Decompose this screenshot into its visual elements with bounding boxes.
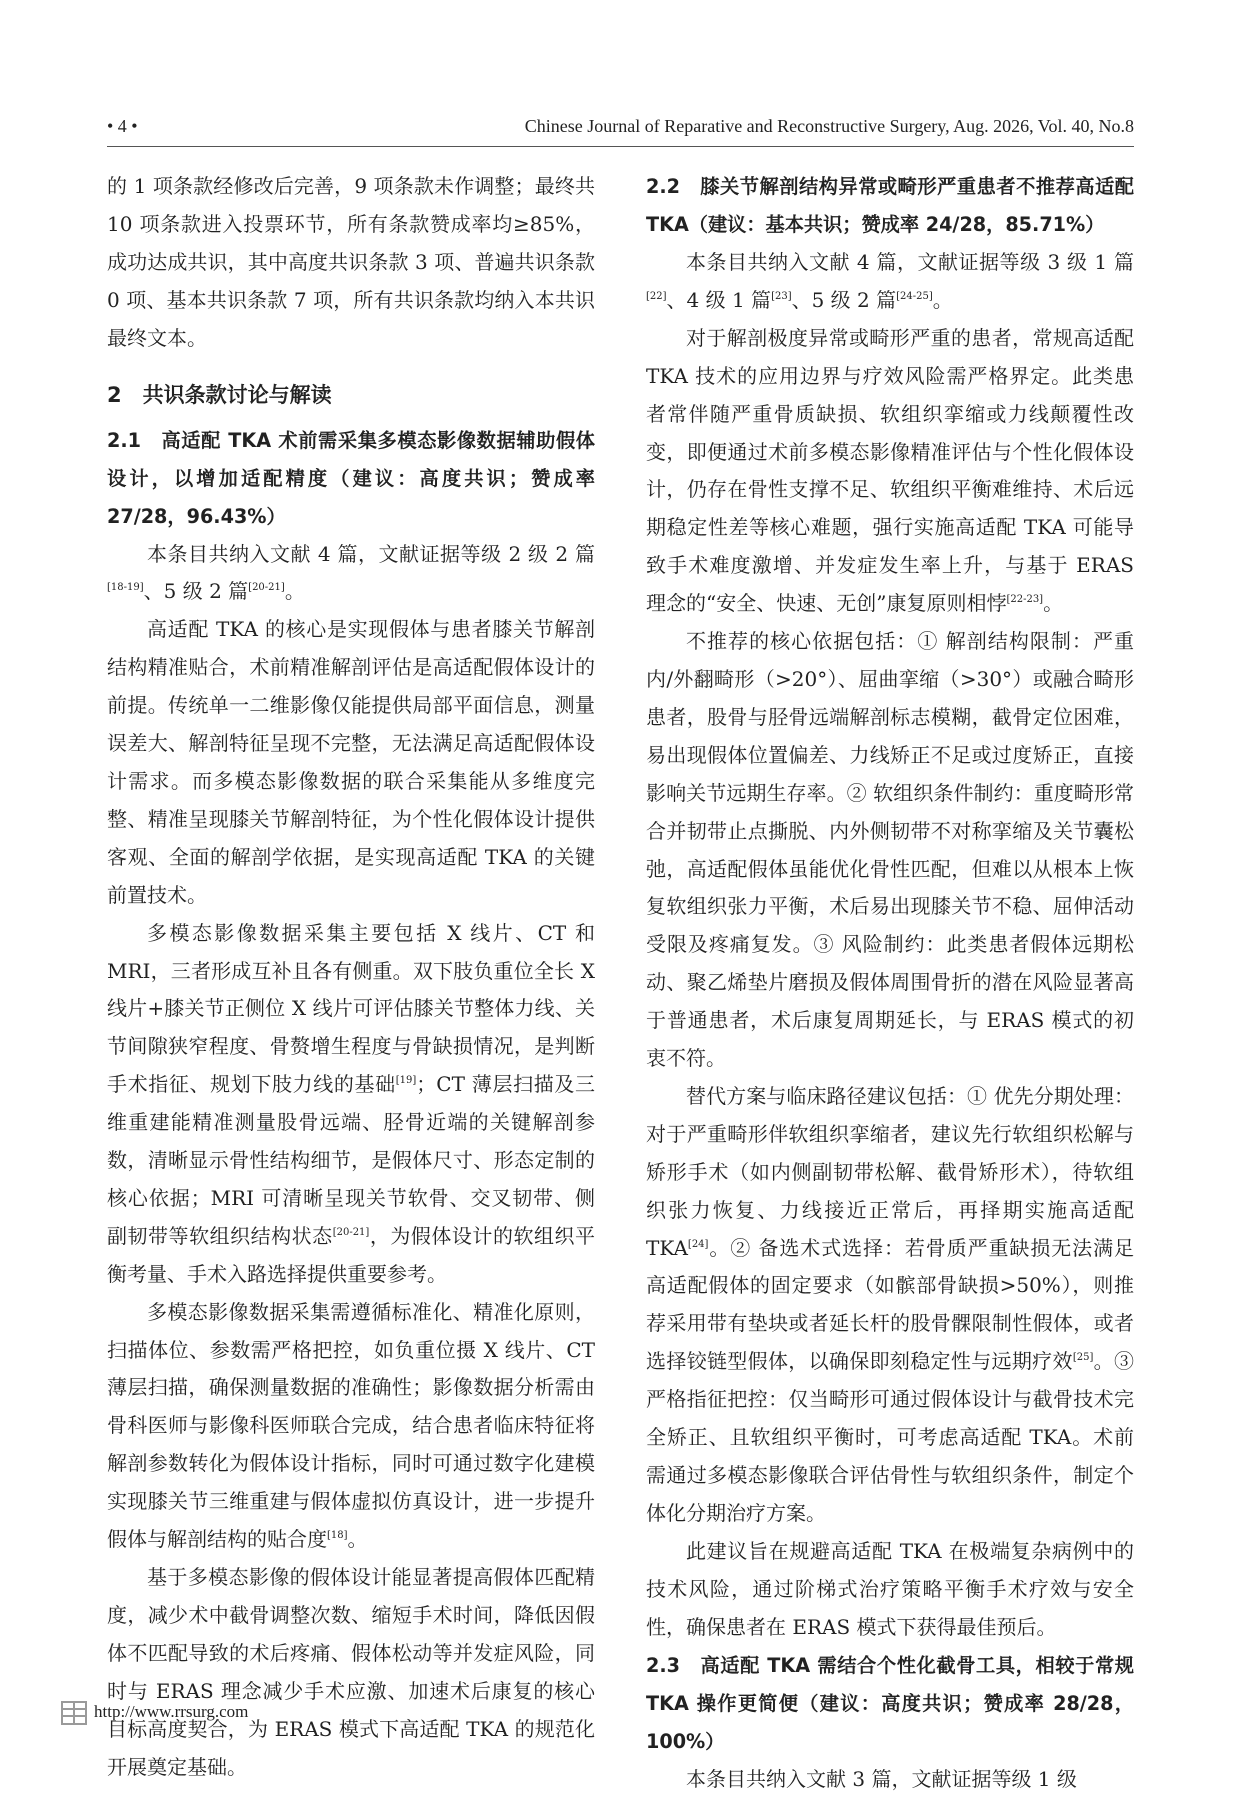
journal-citation: Chinese Journal of Reparative and Reconstructive Surgery, Aug. 2026, Vol. 40, No.8 xyxy=(524,116,1134,136)
text-run: ；CT 薄层扫描及三维重建能精准测量股骨远端、胫骨近端的关键解剖参数，清晰显示骨性结构细节，是假体尺寸、形态定制的核心依据；MRI 可清晰呈现关节软骨、交叉韧带、侧副韧带等软组织结构状态 xyxy=(107,1072,596,1248)
citation: [22-23] xyxy=(1006,594,1044,606)
text-run: 本条目共纳入文献 4 篇，文献证据等级 3 级 1 篇 xyxy=(686,250,1134,274)
citation: [23] xyxy=(771,290,792,302)
citation: [19] xyxy=(395,1075,417,1087)
paragraph xyxy=(646,244,1134,320)
citation: [18] xyxy=(327,1530,348,1542)
citation: [20-21] xyxy=(248,582,285,594)
right-column xyxy=(646,168,1134,1798)
text-run: 。 xyxy=(932,287,953,312)
text-run: 。② 备选术式选择：若骨质严重缺损无法满足高适配假体的固定要求（如髌部骨缺损>50%），则推荐采用带有垫块或者延长杆的股骨髁限制性假体，或者选择铰链型假体，以确保即刻稳定性与远期疗效 xyxy=(646,1235,1134,1374)
citation: [20-21] xyxy=(332,1226,370,1238)
paragraph xyxy=(107,536,595,612)
subsection-heading: 2.1 高适配 TKA 术前需采集多模态影像数据辅助假体设计，以增加适配精度（建议：高度共识；赞成率 27/28，96.43%） xyxy=(107,428,595,528)
paragraph: 本条目共纳入文献 3 篇，文献证据等级 1 级 xyxy=(686,1766,1077,1791)
subsection-heading: 2.2 膝关节解剖结构异常或畸形严重患者不推荐高适配 TKA（建议：基本共识；赞成率 24/28，85.71%） xyxy=(646,175,1134,236)
left-column xyxy=(107,168,595,1786)
text-run: 多模态影像数据采集需遵循标准化、精准化原则，扫描体位、参数需严格把控，如负重位摄 X 线片、CT 薄层扫描，确保测量数据的准确性；影像数据分析需由骨科医师与影像科医师联合完成，结合患者临床特征将解剖参数转化为假体设计指标，同时可通过数字化建模实现膝关节三维重建与假体虚拟仿真设计，进一步提升假体与解剖结构的贴合度 xyxy=(107,1299,595,1552)
paragraph xyxy=(646,1078,1134,1533)
running-header xyxy=(107,116,1134,146)
citation: [24] xyxy=(687,1238,709,1250)
text-run: 本条目共纳入文献 4 篇，文献证据等级 2 级 2 篇 xyxy=(147,541,595,566)
paragraph: 高适配 TKA 的核心是实现假体与患者膝关节解剖结构精准贴合，术前精准解剖评估是高适配假体设计的前提。传统单一二维影像仅能提供局部平面信息，测量误差大、解剖特征呈现不完整，无法满足高适配假体设计需求。而多模态影像数据的联合采集能从多维度完整、精准呈现膝关节解剖特征，为个性化假体设计提供客观、全面的解剖学依据，是实现高适配 TKA 的关键前置技术。 xyxy=(107,617,595,907)
text-run: 。 xyxy=(284,579,305,604)
text-run: 对于解剖极度异常或畸形严重的患者，常规高适配 TKA 技术的应用边界与疗效风险需严格界定。此类患者常伴随严重骨质缺损、软组织挛缩或力线颠覆性改变，即便通过术前多模态影像精准评估与个性化假体设计，仍存在骨性支撑不足、软组织平衡难维持、术后远期稳定性差等核心难题，强行实施高适配 TKA 可能导致手术难度激增、并发症发生率上升，与基于 ERAS 理念的“安全、快速、无创”康复原则相悖 xyxy=(646,325,1134,616)
journal-url-link[interactable]: http://www.rrsurg.com xyxy=(94,1702,249,1721)
section-heading: 2 共识条款讨论与解读 xyxy=(107,382,332,407)
text-run: 。 xyxy=(347,1527,368,1552)
text-run: 。③ 严格指征把控：仅当畸形可通过假体设计与截骨技术完全矫正、且软组织平衡时，可考虑高适配 TKA。术前需通过多模态影像联合评估骨性与软组织条件，制定个体化分期治疗方案。 xyxy=(646,1349,1135,1525)
citation: [24-25] xyxy=(896,290,933,302)
journal-logo-icon xyxy=(60,1700,88,1726)
paragraph: 不推荐的核心依据包括：① 解剖结构限制：严重内/外翻畸形（>20°）、屈曲挛缩（>30°）或融合畸形患者，股骨与胫骨远端解剖标志模糊，截骨定位困难，易出现假体位置偏差、力线矫正不足或过度矫正，直接影响关节远期生存率。② 软组织条件制约：重度畸形常合并韧带止点撕脱、内外侧韧带不对称挛缩及关节囊松弛，高适配假体虽能优化骨性匹配，但难以从根本上恢复软组织张力平衡，术后易出现膝关节不稳、屈伸活动受限及疼痛复发。③ 风险制约：此类患者假体远期松动、聚乙烯垫片磨损及假体周围骨折的潜在风险显著高于普通患者，术后康复周期延长，与 ERAS 模式的初衷不符。 xyxy=(646,629,1134,1071)
text-run: 、5 级 2 篇 xyxy=(143,579,249,604)
text-run: 、5 级 2 篇 xyxy=(791,287,897,312)
text-run: 。 xyxy=(1043,591,1064,616)
paragraph xyxy=(107,1294,595,1559)
paragraph: 基于多模态影像的假体设计能显著提高假体匹配精度，减少术中截骨调整次数、缩短手术时间，降低因假体不匹配导致的术后疼痛、假体松动等并发症风险，同时与 ERAS 理念减少手术应激、加速术后康复的核心目标高度契合，为 ERAS 模式下高适配 TKA 的规范化开展奠定基础。 xyxy=(107,1565,595,1779)
header-rule xyxy=(107,146,1134,147)
citation: [25] xyxy=(1072,1352,1094,1364)
text-run: 替代方案与临床路径建议包括：① 优先分期处理：对于严重畸形伴软组织挛缩者，建议先行软组织松解与矫形手术（如内侧副韧带松解、截骨矫形术），待软组织张力恢复、力线接近正常后，再择期实施高适配 TKA xyxy=(646,1083,1134,1260)
citation: [22] xyxy=(646,290,667,302)
paragraph: 此建议旨在规避高适配 TKA 在极端复杂病例中的技术风险，通过阶梯式治疗策略平衡手术疗效与安全性，确保患者在 ERAS 模式下获得最佳预后。 xyxy=(646,1538,1134,1639)
text-run: 多模态影像数据采集主要包括 X 线片、CT 和 MRI，三者形成互补且各有侧重。双下肢负重位全长 X 线片+膝关节正侧位 X 线片可评估膝关节整体力线、关节间隙狭窄程度、骨赘增生程度与骨缺损情况，是判断手术指征、规划下肢力线的基础 xyxy=(107,920,595,1097)
page-number: • 4 • xyxy=(107,116,138,136)
citation: [18-19] xyxy=(107,582,144,594)
text-run: 、4 级 1 篇 xyxy=(666,287,772,312)
paragraph xyxy=(646,320,1134,623)
paragraph xyxy=(107,915,595,1294)
paragraph: 的 1 项条款经修改后完善，9 项条款未作调整；最终共 10 项条款进入投票环节，所有条款赞成率均≥85%，成功达成共识，其中高度共识条款 3 项、普遍共识条款 0 项、基本共识条款 7 项，所有共识条款均纳入本共识最终文本。 xyxy=(107,174,595,350)
subsection-heading: 2.3 高适配 TKA 需结合个性化截骨工具，相较于常规 TKA 操作更简便（建议：高度共识；赞成率 28/28，100%） xyxy=(646,1653,1134,1753)
text-run: ，为假体设计的软组织平衡考量、手术入路选择提供重要参考。 xyxy=(107,1223,596,1286)
